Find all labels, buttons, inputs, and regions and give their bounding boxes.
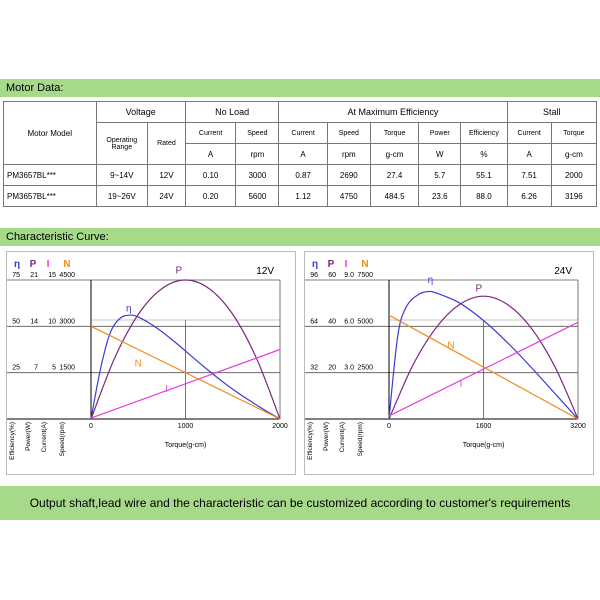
unit-cell: A <box>185 144 235 165</box>
axis-header-1: η <box>311 259 319 270</box>
rated-header: Rated <box>148 123 186 165</box>
y-tick-label: 40 <box>328 318 336 326</box>
y-tick-label: 64 <box>310 318 318 326</box>
range-cell: 9~14V <box>96 165 148 186</box>
value-cell: 23.6 <box>419 186 461 207</box>
y-tick-label: 15 <box>48 272 56 279</box>
y-tick-label: 50 <box>12 318 20 326</box>
y-axis-title: Power(W) <box>323 422 330 451</box>
unit-cell: A <box>279 144 327 165</box>
y-tick-label: 1500 <box>59 364 75 372</box>
unit-cell: g-cm <box>370 144 418 165</box>
y-axis-title: Speed(rpm) <box>59 422 66 457</box>
x-tick-label: 2000 <box>272 423 288 430</box>
axis-header-4: N <box>361 259 369 270</box>
y-tick-label: 21 <box>30 272 38 279</box>
y-axis-title: Current(A) <box>41 422 48 453</box>
y-tick-label: 10 <box>48 318 56 326</box>
axis-header-4: N <box>63 259 71 270</box>
model-cell: PM3657BL*** <box>4 165 97 186</box>
chart-24v <box>305 252 593 474</box>
y-tick-label: 32 <box>310 364 318 372</box>
y-tick-label: 4500 <box>59 272 75 279</box>
no-load-current-header: Current <box>185 123 235 144</box>
unit-cell: A <box>507 144 551 165</box>
table-row <box>4 165 597 186</box>
chart-panel-12v <box>6 251 296 475</box>
value-cell: 5.7 <box>419 165 461 186</box>
unit-cell: g-cm <box>551 144 596 165</box>
value-cell: 4750 <box>327 186 370 207</box>
chart-title: 24V <box>554 266 572 277</box>
series-label-N: N <box>134 358 142 370</box>
max-eff-efficiency-header: Efficiency <box>461 123 507 144</box>
chart-12v <box>7 252 295 474</box>
no-load-speed-header: Speed <box>236 123 279 144</box>
y-tick-label: 25 <box>12 364 20 372</box>
stall-current-header: Current <box>507 123 551 144</box>
max-eff-current-header: Current <box>279 123 327 144</box>
x-tick-label: 0 <box>89 423 93 430</box>
range-cell: 19~26V <box>96 186 148 207</box>
axis-header-2: P <box>29 259 37 270</box>
unit-cell: rpm <box>236 144 279 165</box>
value-cell: 3196 <box>551 186 596 207</box>
stall-torque-header: Torque <box>551 123 596 144</box>
y-tick-label: 20 <box>328 364 336 372</box>
value-cell: 1.12 <box>279 186 327 207</box>
y-axis-title: Power(W) <box>25 422 32 451</box>
x-tick-label: 1600 <box>475 423 492 430</box>
axis-header-3: I <box>46 259 50 270</box>
y-tick-label: 14 <box>30 318 38 326</box>
y-tick-label: 7 <box>34 364 38 372</box>
value-cell: 0.10 <box>185 165 235 186</box>
value-cell: 0.87 <box>279 165 327 186</box>
y-tick-label: 96 <box>310 272 318 279</box>
stall-header: Stall <box>507 102 596 123</box>
value-cell: 88.0 <box>461 186 507 207</box>
value-cell: 7.51 <box>507 165 551 186</box>
axis-header-1: η <box>13 259 21 270</box>
y-tick-label: 3.0 <box>344 364 354 372</box>
y-tick-label: 9.0 <box>344 272 354 279</box>
y-axis-title: Speed(rpm) <box>357 422 364 457</box>
unit-cell: W <box>419 144 461 165</box>
y-tick-label: 60 <box>328 272 336 279</box>
y-tick-label: 5 <box>52 364 56 372</box>
table-header-row-1 <box>4 102 597 123</box>
value-cell: 3000 <box>236 165 279 186</box>
value-cell: 27.4 <box>370 165 418 186</box>
series-label-η: η <box>126 303 132 315</box>
value-cell: 2690 <box>327 165 370 186</box>
chart-title: 12V <box>256 266 274 277</box>
value-cell: 55.1 <box>461 165 507 186</box>
y-tick-label: 7500 <box>357 272 373 279</box>
rated-cell: 12V <box>148 165 186 186</box>
value-cell: 2000 <box>551 165 596 186</box>
x-axis-title: Torque(g-cm) <box>164 442 207 449</box>
value-cell: 0.20 <box>185 186 235 207</box>
y-axis-title: Current(A) <box>339 422 346 453</box>
footer-note: Output shaft,lead wire and the characteristic can be customized according to customer's requirements <box>0 486 600 520</box>
x-tick-label: 1000 <box>177 423 194 430</box>
operating-range-header: Operating Range <box>96 123 148 165</box>
rated-cell: 24V <box>148 186 186 207</box>
y-tick-label: 3000 <box>59 318 75 326</box>
voltage-header: Voltage <box>96 102 185 123</box>
y-tick-label: 75 <box>12 272 20 279</box>
table-row <box>4 186 597 207</box>
motor-data-table <box>3 101 597 207</box>
max-efficiency-header: At Maximum Efficiency <box>279 102 507 123</box>
axis-header-2: P <box>327 259 335 270</box>
y-tick-label: 2500 <box>357 364 373 372</box>
no-load-header: No Load <box>185 102 279 123</box>
series-label-I: I <box>459 378 463 390</box>
value-cell: 6.26 <box>507 186 551 207</box>
max-eff-torque-header: Torque <box>370 123 418 144</box>
model-cell: PM3657BL*** <box>4 186 97 207</box>
characteristic-curve-heading: Characteristic Curve: <box>0 228 600 246</box>
axis-header-3: I <box>344 259 348 270</box>
value-cell: 484.5 <box>370 186 418 207</box>
max-eff-speed-header: Speed <box>327 123 370 144</box>
motor-data-heading: Motor Data: <box>0 79 600 97</box>
y-axis-title: Efficiency(%) <box>9 422 16 460</box>
y-tick-label: 6.0 <box>344 318 354 326</box>
unit-cell: rpm <box>327 144 370 165</box>
series-label-N: N <box>447 340 455 352</box>
series-label-I: I <box>165 384 168 396</box>
chart-panel-24v <box>304 251 594 475</box>
series-label-η: η <box>427 274 434 286</box>
max-eff-power-header: Power <box>419 123 461 144</box>
y-axis-title: Efficiency(%) <box>307 422 314 460</box>
x-tick-label: 0 <box>387 423 391 430</box>
series-label-P: P <box>175 265 183 277</box>
value-cell: 5600 <box>236 186 279 207</box>
motor-model-header: Motor Model <box>4 102 97 165</box>
series-label-P: P <box>475 283 483 295</box>
unit-cell: % <box>461 144 507 165</box>
x-tick-label: 3200 <box>570 423 586 430</box>
y-tick-label: 5000 <box>357 318 373 326</box>
x-axis-title: Torque(g-cm) <box>462 442 505 449</box>
